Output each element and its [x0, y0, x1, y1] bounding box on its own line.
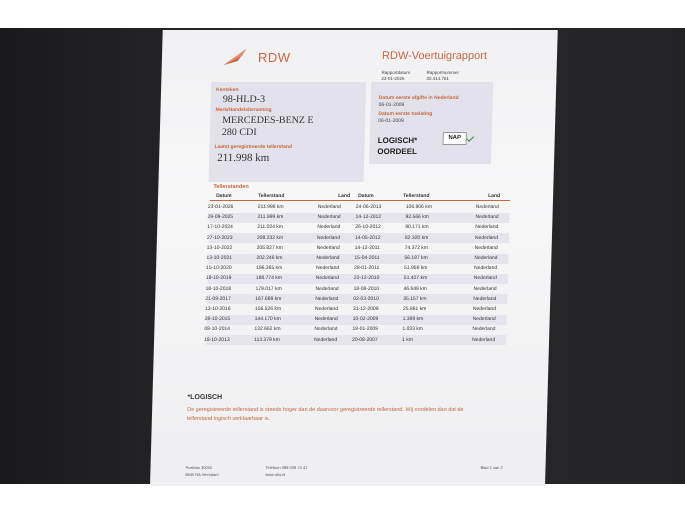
plate-value: 98-HLD-3 — [222, 94, 266, 105]
table-cell: 10-02-2009 — [352, 316, 379, 323]
footnote-text: De geregistreerde tellerstand is steeds hoger dan de daarvoor geregistreerde tellerstand. Wij oordelen dan dat de tellerstand logisch verklaarbaar is. — [186, 407, 464, 422]
footer-postbox: Postbus 30000 — [185, 465, 213, 470]
table-cell: Nederland — [314, 306, 339, 312]
table-cell: Nederland — [317, 204, 341, 210]
table-cell: 211.024 km — [257, 224, 284, 231]
table-cell: 13-10-2022 — [206, 244, 233, 251]
table-cell: Nederland — [472, 306, 497, 312]
table-cell: 51.956 km — [404, 265, 428, 272]
make-value: MERCEDES-BENZ E — [222, 115, 314, 126]
table-cell: 17-10-2024 — [207, 224, 233, 231]
table-cell: Nederland — [474, 234, 499, 241]
footer-page: Blad 1 van 2 — [480, 465, 503, 470]
header-country-right: Land — [488, 193, 501, 199]
table-cell: 08-10-2014 — [204, 326, 231, 333]
table-cell: 26-10-2012 — [355, 224, 381, 231]
odometer-label: Laatst geregistreerde tellerstand — [214, 144, 293, 150]
table-cell: 27-10-2023 — [206, 234, 233, 241]
table-cell: Nederland — [472, 326, 496, 333]
table-cell: 18-08-2010 — [353, 285, 380, 292]
table-cell: 179.017 km — [255, 285, 282, 292]
report-meta — [381, 70, 460, 82]
table-cell: 21-09-2017 — [205, 295, 231, 302]
table-cell: 35.157 km — [403, 295, 427, 302]
table-cell: 205.827 km — [256, 244, 283, 251]
table-cell: Nederland — [473, 285, 497, 292]
table-cell: Nederland — [474, 265, 498, 272]
table-cell: 14-12-2011 — [354, 244, 380, 251]
table-cell: Nederland — [316, 255, 340, 261]
table-cell: 156.526 km — [254, 306, 282, 312]
footnote-label: *LOGISCH — [187, 394, 223, 401]
table-cell: 56.187 km — [404, 255, 428, 261]
vehicle-box — [208, 82, 366, 182]
footer-web: www.rdw.nl — [265, 472, 286, 477]
table-cell: 18-10-2019 — [205, 275, 232, 282]
footer-city: 9640 RA Veendam — [185, 472, 219, 477]
top-margin — [0, 0, 685, 28]
report-number: 30.414.781 — [426, 76, 449, 81]
table-cell: 211.999 km — [257, 214, 284, 221]
table-cell: 25.861 km — [402, 306, 427, 312]
bottom-margin — [0, 484, 685, 514]
verdict-line1: LOGISCH* — [377, 136, 418, 145]
table-cell: Nederland — [315, 285, 339, 292]
table-cell: Nederland — [314, 326, 338, 333]
table-cell: Nederland — [473, 295, 497, 302]
table-cell: 74.372 km — [404, 244, 429, 251]
report-document — [150, 30, 558, 486]
table-cell: 82.320 km — [404, 234, 429, 241]
table-cell: Nederland — [315, 275, 339, 282]
table-cell: Nederland — [316, 244, 340, 251]
table-cell: 22-12-2010 — [353, 275, 380, 282]
table-cell: 106.906 km — [405, 204, 433, 210]
table-cell: 1 km — [402, 336, 414, 343]
header-date-right: Datum — [358, 193, 374, 199]
header-date-left: Datum — [216, 193, 232, 199]
report-date-value: Rapportnummer — [426, 70, 460, 75]
table-cell: 188.774 km — [255, 275, 283, 282]
table-cell: 28-10-2015 — [204, 316, 231, 323]
footer-phone: Telefoon 088 008 74 47 — [265, 465, 308, 470]
table-cell: 18-01-2009 — [352, 326, 379, 333]
table-cell: Nederland — [317, 214, 341, 221]
table-cell: 14-05-2012 — [354, 234, 381, 241]
table-cell: 18-10-2013 — [204, 336, 230, 343]
table-cell: 02-03-2010 — [353, 295, 379, 302]
table-cell: 14-12-2012 — [355, 214, 382, 221]
table-cell: Nederland — [474, 244, 498, 251]
table-cell: 208.232 km — [256, 234, 284, 241]
first-nl-value: 06-01-2009 — [378, 102, 405, 108]
table-cell: Nederland — [472, 316, 496, 323]
header-divider — [210, 200, 510, 201]
table-cell: 24-06-2013 — [355, 204, 382, 210]
table-cell: 29-09-2025 — [207, 214, 234, 221]
table-cell: 196.365 km — [256, 265, 283, 272]
table-cell: 15-10-2020 — [206, 265, 232, 272]
report-date-label: Rapportdatum — [381, 70, 411, 75]
table-cell: 13-10-2021 — [206, 255, 233, 261]
table-cell: 167.689 km — [255, 295, 282, 302]
first-adm-value: 06-01-2009 — [378, 118, 404, 124]
table-cell: Nederland — [316, 234, 341, 241]
table-cell: 90.171 km — [405, 224, 429, 231]
make-label: Merk/Handelsbenaming — [215, 107, 272, 113]
model-value: 280 CDI — [221, 127, 257, 138]
table-cell: Nederland — [475, 214, 499, 221]
verdict-line2: OORDEEL — [377, 147, 418, 156]
table-cell: Nederland — [315, 295, 339, 302]
plate-label: Kenteken — [215, 87, 239, 93]
table-cell: 202.246 km — [256, 255, 283, 261]
nap-badge: NAP — [443, 132, 467, 145]
table-cell: Nederland — [475, 204, 499, 210]
table-cell: 211.998 km — [257, 204, 284, 210]
rdw-logo-icon — [222, 47, 249, 67]
header-country-left: Land — [338, 193, 351, 199]
footer-contact — [265, 464, 307, 478]
table-cell: 132.662 km — [254, 326, 281, 333]
table-cell: 31-12-2009 — [352, 306, 379, 312]
table-cell: 18-10-2018 — [205, 285, 232, 292]
table-cell: Nederland — [314, 336, 338, 343]
verdict — [377, 135, 417, 157]
table-cell: 28-01-2011 — [354, 265, 380, 272]
table-cell: Nederland — [472, 336, 496, 343]
header-odometer-right: Tellerstand — [403, 193, 430, 199]
table-cell: 1.033 km — [402, 326, 424, 333]
odometer-value: 211.998 km — [216, 152, 270, 164]
table-cell: 46.649 km — [403, 285, 427, 292]
footer-address — [185, 464, 219, 478]
table-cell: 113.379 km — [254, 336, 280, 343]
table-cell: Nederland — [473, 275, 497, 282]
table-cell: Nederland — [474, 255, 498, 261]
table-cell: Nederland — [314, 316, 338, 323]
table-cell: 144.170 km — [254, 316, 281, 323]
table-title: Tellerstanden — [213, 184, 249, 190]
table-cell: 51.427 km — [403, 275, 428, 282]
table-cell: 13-10-2016 — [204, 306, 231, 312]
table-cell: 92.566 km — [405, 214, 429, 221]
table-cell: 15-04-2011 — [354, 255, 380, 261]
table-cell: Nederland — [475, 224, 499, 231]
first-nl-label: Datum eerste afgifte in Nederland — [378, 95, 459, 101]
table-cell: 23-01-2026 — [207, 204, 234, 210]
table-cell: Nederland — [317, 224, 341, 231]
table-cell: 20-08-2007 — [352, 336, 378, 343]
report-title: RDW-Voertuigrapport — [381, 50, 488, 62]
logo-text: RDW — [257, 50, 291, 65]
report-date: 23-01-2026 — [381, 76, 405, 81]
table-cell: Nederland — [316, 265, 340, 272]
header-odometer-left: Tellerstand — [258, 193, 285, 199]
table-cell: 1.389 km — [402, 316, 424, 323]
first-adm-label: Datum eerste toelating — [378, 111, 433, 117]
